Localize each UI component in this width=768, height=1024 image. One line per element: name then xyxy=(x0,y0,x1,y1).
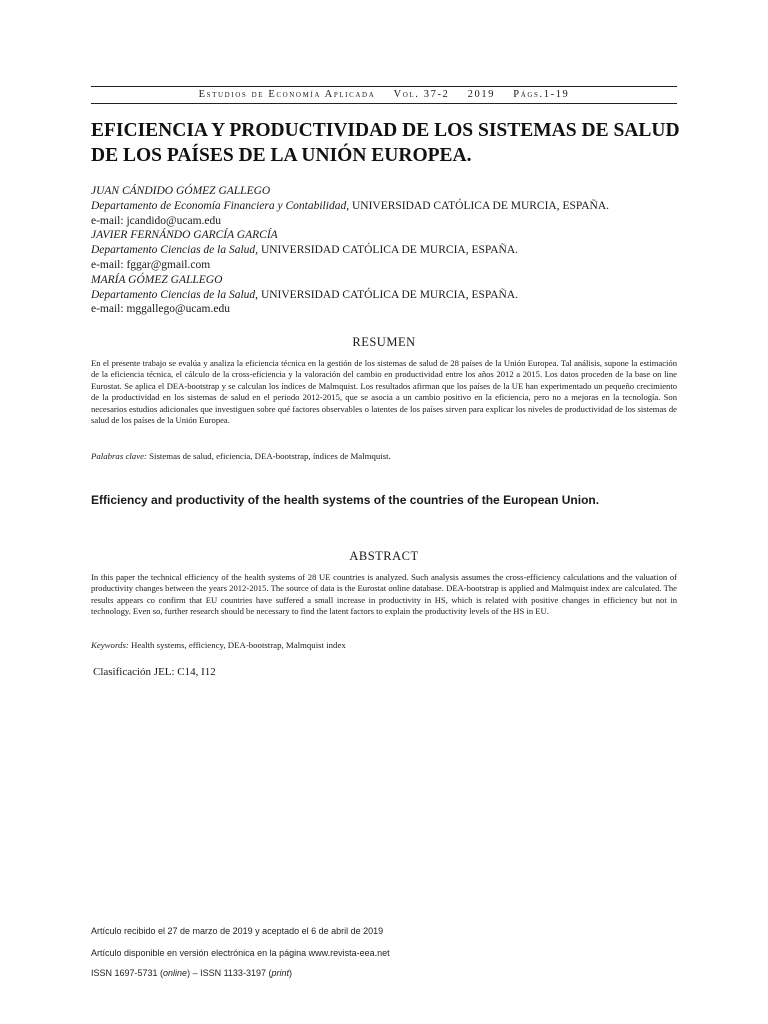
paper-title: EFICIENCIA Y PRODUCTIVIDAD DE LOS SISTEMAS DE SALUD DE LOS PAÍSES DE LA UNIÓN EUROPEA. xyxy=(91,120,680,166)
author-block xyxy=(91,184,691,317)
author-department: Departamento Ciencias de la Salud, xyxy=(91,288,259,301)
author-affiliation xyxy=(91,288,691,303)
author-name: JAVIER FERNÁNDO GARCÍA GARCÍA xyxy=(91,229,278,242)
author-university: UNIVERSIDAD CATÓLICA DE MURCIA, ESPAÑA. xyxy=(351,199,610,212)
keywords-value: Health systems, efficiency, DEA-bootstrap, Malmquist index xyxy=(131,640,346,650)
author-university: UNIVERSIDAD CATÓLICA DE MURCIA, ESPAÑA. xyxy=(260,244,519,257)
jel-classification: Clasificación JEL: C14, I12 xyxy=(93,666,216,678)
author-email: e-mail: mggallego@ucam.edu xyxy=(91,303,230,316)
resumen-heading: RESUMEN xyxy=(352,335,416,349)
author-3 xyxy=(91,273,691,317)
author-email: e-mail: fggar@gmail.com xyxy=(91,258,211,271)
author-name: MARÍA GÓMEZ GALLEGO xyxy=(91,273,223,286)
english-title: Efficiency and productivity of the health systems of the countries of the European Union. xyxy=(91,493,600,507)
author-affiliation xyxy=(91,243,691,258)
issn-line: ISSN 1697-5731 (online) – ISSN 1133-3197 (print) xyxy=(91,968,292,978)
author-university: UNIVERSIDAD CATÓLICA DE MURCIA, ESPAÑA. xyxy=(260,288,519,301)
author-1 xyxy=(91,184,691,228)
author-email: e-mail: jcandido@ucam.edu xyxy=(91,214,222,227)
keywords-value: Sistemas de salud, eficiencia, DEA-bootstrap, índices de Malmquist. xyxy=(149,451,391,461)
year: 2019 xyxy=(467,89,496,100)
author-department: Departamento Ciencias de la Salud, xyxy=(91,244,259,257)
author-2 xyxy=(91,228,691,272)
running-head xyxy=(91,86,677,104)
keywords-label: Keywords: xyxy=(91,640,129,650)
keywords-label: Palabras clave: xyxy=(91,451,147,461)
abstract-text: In this paper the technical efficiency of the health systems of 28 UE countries is analyzed. Such analysis assumes the cross-efficiency calculations and the valuation of productivity changes between the years 2012-2015. The source of data is the Eurostat online database. DEA-bootstrap is applied and Malmquist index are calculated. The results appears co confirm that EU countries have suffered a small increase in productivity in HS, which is related with positive changes in efficiency but not in technology. Even so, further research should be necessary to find the latent factors to explain the productivity levels of the HS in EU. xyxy=(91,572,677,617)
abstract-heading: ABSTRACT xyxy=(349,549,419,563)
author-affiliation xyxy=(91,199,691,214)
availability-note: Artículo disponible en versión electrónica en la página www.revista-eea.net xyxy=(91,948,390,958)
resumen-keywords xyxy=(91,451,677,461)
author-name: JUAN CÁNDIDO GÓMEZ GALLEGO xyxy=(91,185,271,197)
abstract-keywords xyxy=(91,640,677,650)
volume: Vol. 37-2 xyxy=(393,89,450,100)
journal-name: Estudios de Economía Aplicada xyxy=(198,89,376,100)
author-department: Departamento de Economía Financiera y Contabilidad, xyxy=(91,199,350,212)
received-note: Artículo recibido el 27 de marzo de 2019 y aceptado el 6 de abril de 2019 xyxy=(91,926,384,936)
resumen-text: En el presente trabajo se evalúa y analiza la eficiencia técnica en la gestión de los sistemas de salud de 28 países de la Unión Europea. Tal análisis, supone la estimación de la eficiencia técnica, el cálculo de la cross-eficiencia y la valoración del cambio en productividad entre los años 2012 a 2015. Los datos proceden de la base on line Eurostat. Se aplica el DEA-bootstrap y se calculan los índices de Malmquist. Los resultados afirman que los países de la UE han experimentado un pequeño crecimiento de la productividad en los sistemas de salud en el periodo 2012-2015, que se asocia a un cambio positivo en la eficiencia, pero no a mejoras en la tecnología. Son necesarios estudios adicionales que investiguen sobre qué factores observables o latentes de los países sirven para explicar los niveles de productividad de los sistemas de salud de los países de la Unión Europea. xyxy=(91,358,677,426)
pages: Págs.1-19 xyxy=(513,89,570,100)
